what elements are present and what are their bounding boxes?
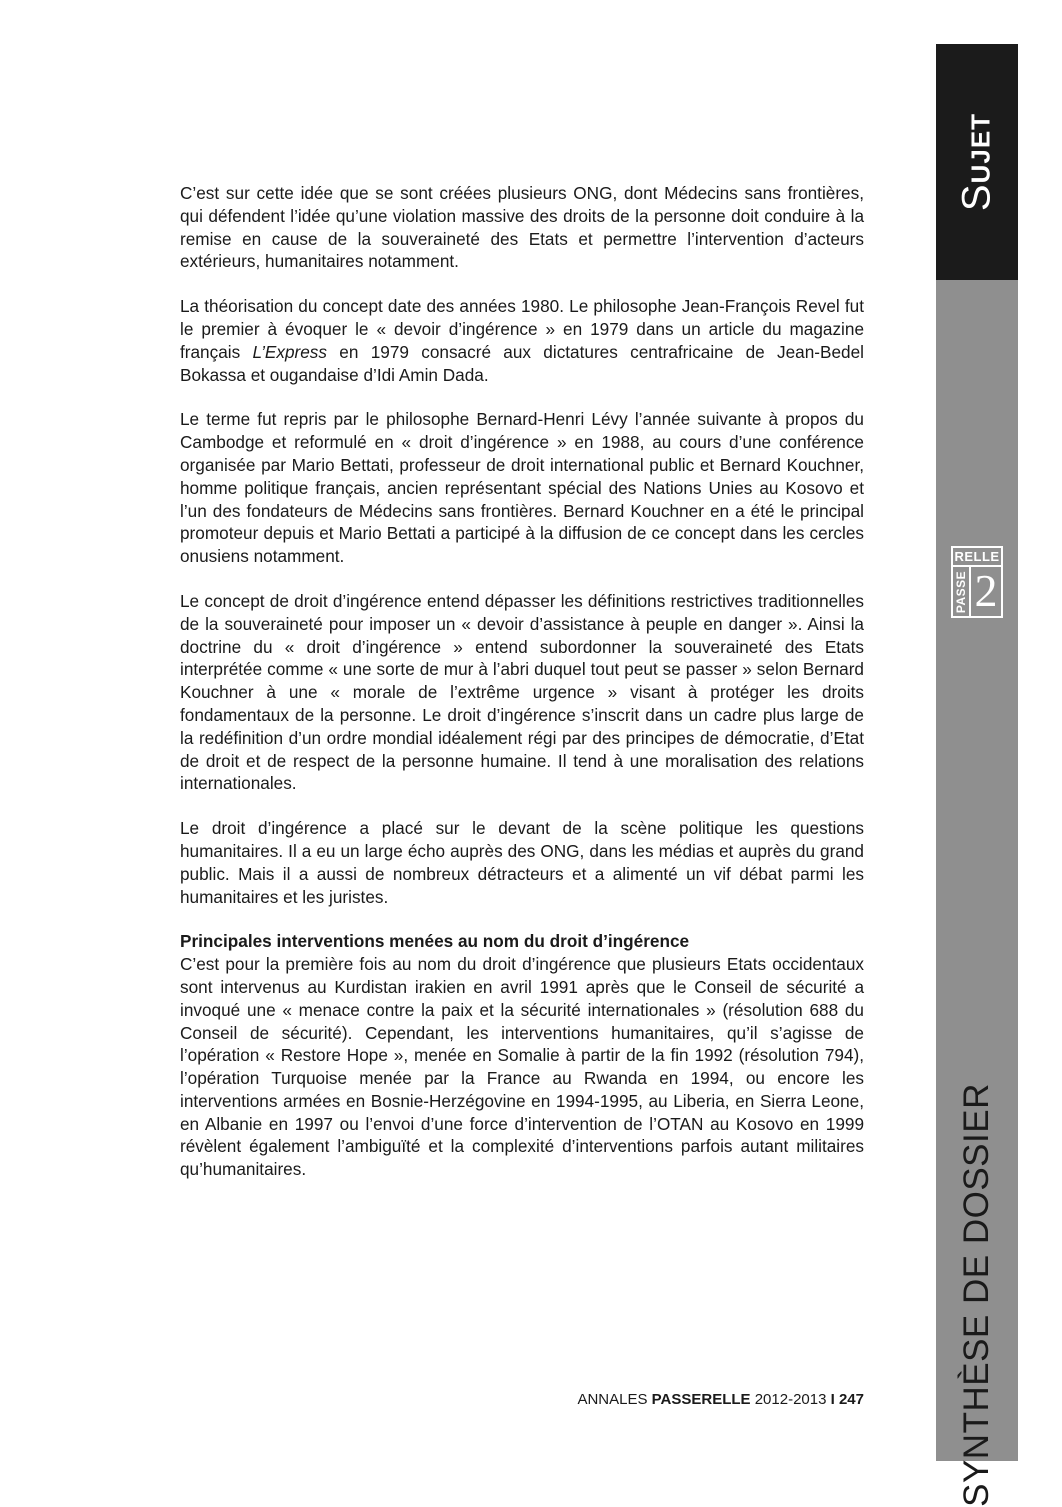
paragraph-6: C’est pour la première fois au nom du droit d’ingérence que plusieurs Etats occidentaux sont intervenus au Kurdistan irakien en avril 1991 après que le Conseil de sécurité a invoqué une « menace contre la paix et la sécurité internationales » (résolution 688 du Conseil de sécurité). Cependant, les interventions humanitaires, qu’il s’agisse de l’opération « Restore Hope », menée en Somalie à partir de la fin 1992 (résolution 794), l’opération Turquoise menée par la France au Rwanda en 1994, ou encore les interventions armées en Bosnie-Herzégovine en 1994-1995, au Liberia, en Sierra Leone, en Albanie en 1997 ou l’envoi d’une force d’intervention de l’OTAN au Kosovo en 1999 révèlent également l’ambiguïté et la complexité d’interventions parfois autant militaires qu’humanitaires. [180,954,864,1180]
paragraph-1: C’est sur cette idée que se sont créées plusieurs ONG, dont Médecins sans frontières, qui défendent l’idée qu’une violation massive des droits de la personne doit conduire à la remise en cause de la souveraineté des Etats et permettre l’intervention d’acteurs extérieurs, humanitaires notamment. [180,183,864,272]
logo-number: 2 [974,565,998,616]
section-label [955,113,1000,211]
page-number: I 247 [830,1391,864,1408]
logo-side-box [953,567,971,616]
article-body [180,182,864,1203]
paragraph-5: Le droit d’ingérence a placé sur le devant de la scène politique les questions humanitaires. Il a eu un large écho auprès des ONG, dans les médias et auprès du grand public. Mais il a aussi de nombreux détracteurs et a alimenté un vif débat parmi les humanitaires et les juristes. [180,818,864,907]
paragraph-4: Le concept de droit d’ingérence entend dépasser les définitions restrictives traditionnelles de la souveraineté pour imposer un « devoir d’assistance à peuple en danger ». Ainsi la doctrine du « droit d’ingérence » entend subordonner la souveraineté des Etats interprétée comme « une sorte de mur à l’abri duquel tout peut se passer » selon Bernard Kouchner à une « morale de l’extrême urgence » visant à protéger les droits fondamentaux de la personne. Le droit d’ingérence s’inscrit dans un cadre plus large de la redéfinition d’un ordre mondial idéalement régi par des principes de démocratie, d’Etat de droit et de respect de la personne humaine. Il tend à une moralisation des relations internationales. [180,590,864,794]
footer-prefix: ANNALES [577,1391,652,1408]
logo-top-text: RELLE [953,548,1001,567]
paragraph-2-part-b: en 1979 consacré aux dictatures centrafricaine de Jean-Bedel Bokassa et ougandaise d’Idi Amin Dada. [180,341,864,385]
sidebar-category-tab [936,280,1018,1507]
magazine-title: L’Express [252,341,327,362]
footer-years: 2012-2013 [750,1391,831,1408]
page-footer [576,1391,864,1408]
sidebar-section-tab [936,44,1018,280]
logo-side-text: PASSE [954,570,968,613]
category-label: SYNTHÈSE DE DOSSIER [957,1083,996,1507]
paragraph-2-part-a: La théorisation du concept date des années 1980. Le philosophe Jean-François Revel fut le premier à évoquer le « devoir d’ingérence » en 1979 dans un article du magazine français [180,296,864,362]
paragraph-3: Le terme fut repris par le philosophe Bernard-Henri Lévy l’année suivante à propos du Cambodge et reformulé en « droit d’ingérence » en 1988, au cours d’une conférence organisée par Mario Bettati, professeur de droit international public et Bernard Kouchner, homme politique français, ancien représentant spécial des Nations Unies au Kosovo et l’un des fondateurs de Médecins sans frontières. Bernard Kouchner en a été le principal promoteur depuis et Mario Bettati a participé à la diffusion de ce concept dans les cercles onusiens notamment. [180,409,864,567]
footer-brand: PASSERELLE [651,1391,751,1408]
passerelle-logo [951,546,1003,618]
paragraph-2 [180,295,864,386]
section-label-initial: S [954,183,999,212]
section-label-rest: UJET [965,112,996,184]
section-heading: Principales interventions menées au nom du droit d’ingérence [180,931,690,952]
